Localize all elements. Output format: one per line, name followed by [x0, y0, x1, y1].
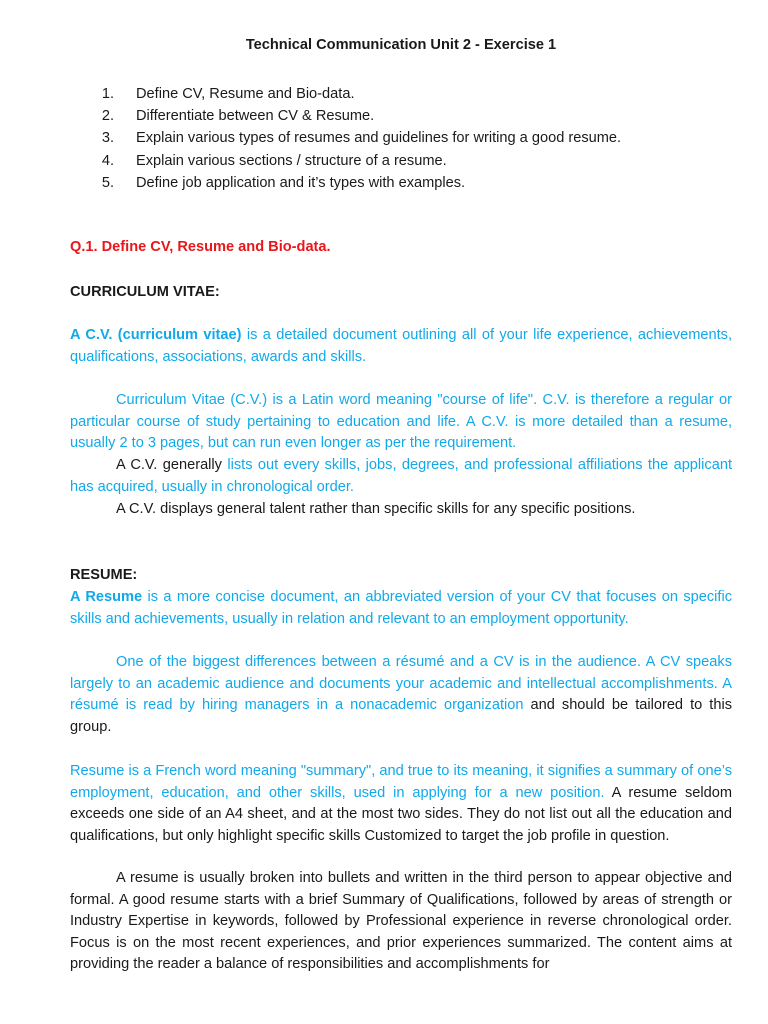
list-number: 5.	[101, 174, 114, 191]
list-item	[70, 83, 732, 105]
cv-paragraph-2: Curriculum Vitae (C.V.) is a Latin word meaning "course of life". C.V. is therefore a regular or particular course of study pertaining to education and life. A C.V. is more detailed than a resume, usually 2 to 3 pages, but can run even longer as per the requirement.	[70, 392, 732, 452]
list-number: 4.	[101, 152, 114, 169]
q1-heading: Q.1. Define CV, Resume and Bio-data.	[70, 239, 331, 255]
resume-heading: RESUME:	[70, 567, 138, 583]
question-text: Explain various types of resumes and guidelines for writing a good resume.	[136, 130, 622, 147]
resume-p2-rest: and should be tailored to this group.	[70, 697, 732, 735]
list-number: 2.	[101, 108, 114, 125]
question-text: Explain various sections / structure of a resume.	[136, 152, 447, 169]
cv-paragraph-4: A C.V. displays general talent rather than specific skills for any specific positions.	[116, 501, 636, 517]
cv-definition: is a detailed document outlining all of your life experience, achievements, qualifications, associations, awards and skills.	[70, 327, 732, 365]
list-item	[70, 150, 732, 172]
cv-p3-highlight: lists out every skills, jobs, degrees, and professional affiliations the applicant has acquired, usually in chronological order.	[70, 457, 732, 495]
question-text: Define CV, Resume and Bio-data.	[136, 86, 355, 102]
resume-p2-highlight: One of the biggest differences between a résumé and a CV is in the audience. A CV speaks largely to an academic audience and documents your academic and intellectual accomplishments. A résumé is read by hiring managers in a nonacademic organization	[70, 654, 732, 714]
cv-term: A C.V. (curriculum vitae)	[70, 327, 242, 343]
list-item	[70, 105, 732, 127]
resume-definition: is a more concise document, an abbreviated version of your CV that focuses on specific skills and achievements, usually in relation and relevant to an employment opportunity.	[70, 589, 732, 627]
resume-paragraph-2	[70, 652, 732, 738]
resume-term: A Resume	[70, 589, 143, 605]
resume-paragraph-4: A resume is usually broken into bullets and written in the third person to appear objective and formal. A good resume starts with a brief Summary of Qualifications, followed by areas of strength or Industry Expertise in keywords, followed by Professional experience in reverse chronological order. Focus is on the most recent experiences, and prior experiences summarized. The content aims at providing the reader a balance of responsibilities and accomplishments for	[70, 870, 732, 973]
question-list	[70, 83, 732, 194]
list-item	[70, 127, 732, 149]
cv-p3-lead: A C.V. generally	[116, 457, 228, 473]
list-number: 1.	[101, 86, 114, 102]
resume-paragraph-1	[70, 587, 732, 630]
question-text: Define job application and it’s types with examples.	[136, 174, 466, 191]
cv-paragraph-3	[70, 455, 732, 498]
resume-paragraph-3	[70, 761, 732, 847]
cv-heading: CURRICULUM VITAE:	[70, 284, 220, 300]
resume-p3-highlight: Resume is a French word meaning "summary", and true to its meaning, it signifies a summary of one’s employment, education, and other skills, used in applying for a new position.	[70, 763, 732, 801]
list-number: 3.	[101, 130, 114, 147]
cv-paragraph-1	[70, 325, 732, 368]
question-text: Differentiate between CV & Resume.	[136, 108, 375, 125]
resume-p3-rest: A resume seldom exceeds one side of an A4 sheet, and at the most two sides. They do not list out all the education and qualifications, but only highlight specific skills Customized to target the job profile in question.	[70, 784, 732, 844]
list-item	[70, 172, 732, 194]
document-title: Technical Communication Unit 2 - Exercise 1	[245, 37, 557, 53]
